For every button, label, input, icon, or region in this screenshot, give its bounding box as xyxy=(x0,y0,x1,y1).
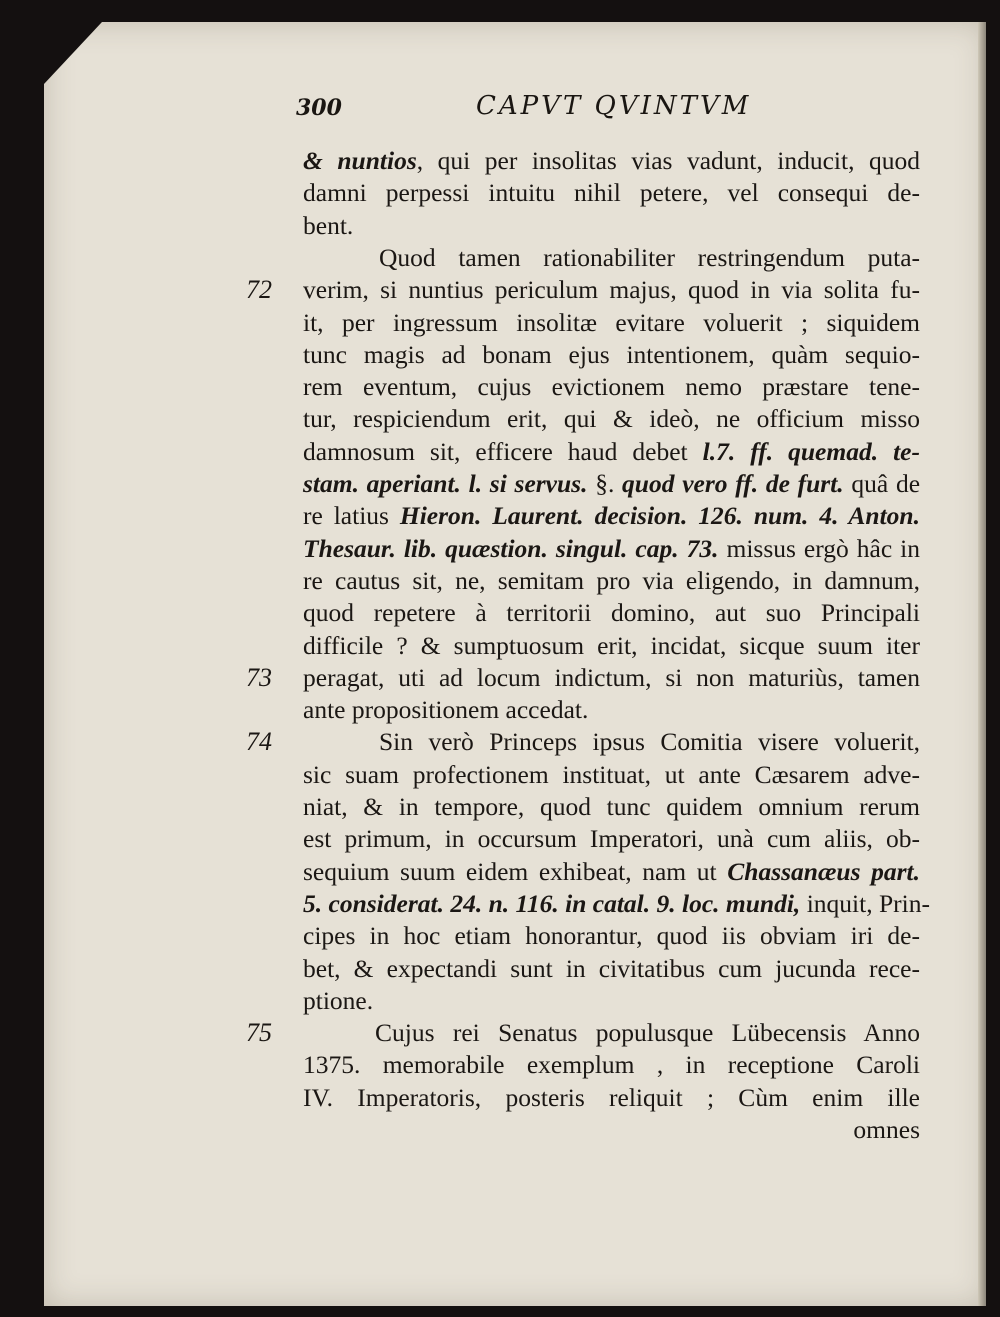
margin-number: 75 xyxy=(246,1018,272,1048)
text-line xyxy=(303,629,920,663)
italic-citation: stam. aperiant. l. si servus. xyxy=(303,469,596,498)
text-segment: damni perpessi intuitu nihil petere, vel consequi de- xyxy=(303,178,920,208)
text-segment: sequium suum eidem exhibeat, nam ut xyxy=(303,856,728,886)
text-segment: , qui per insolitas vias vadunt, inducit, quod xyxy=(416,146,920,175)
italic-citation: Thesaur. lib. quæstion. singul. cap. 73. xyxy=(303,533,719,563)
text-segment: inquit, Prin- xyxy=(800,888,930,918)
text-segment: rem eventum, cujus evictionem nemo præstare tene- xyxy=(303,372,920,402)
text-line xyxy=(303,467,920,501)
text-line xyxy=(303,855,920,889)
text-line xyxy=(379,241,920,275)
text-segment: damnosum sit, efficere haud debet xyxy=(303,436,703,466)
text-segment: niat, & in tempore, quod tunc quidem omnium rerum xyxy=(303,792,920,821)
italic-citation: Hieron. Laurent. decision. 126. num. 4. Anton. xyxy=(399,501,920,531)
text-line xyxy=(303,887,930,921)
margin-number: 74 xyxy=(246,727,272,757)
text-line xyxy=(303,790,920,824)
text-segment: it, per ingressum insolitæ evitare voluerit ; siquidem xyxy=(303,307,920,337)
text-segment: ptione. xyxy=(303,985,374,1015)
text-segment: missus ergò hâc in xyxy=(718,533,920,563)
text-segment: IV. Imperatoris, posteris reliquit ; Cùm enim ille xyxy=(303,1082,920,1112)
text-line xyxy=(303,919,920,953)
text-line xyxy=(303,596,920,630)
italic-citation: & nuntios xyxy=(303,146,417,175)
italic-citation: l.7. ff. quemad. te- xyxy=(702,436,920,466)
page-number: 300 xyxy=(296,95,342,121)
text-segment: re cautus sit, ne, semitam pro via eligendo, in damnum, xyxy=(303,565,920,595)
text-line xyxy=(303,435,920,469)
text-line xyxy=(303,1081,920,1115)
text-line xyxy=(303,499,920,533)
text-line xyxy=(303,273,920,307)
text-line xyxy=(303,984,920,1018)
text-line xyxy=(303,822,920,856)
text-segment: sic suam profectionem instituat, ut ante Cæsarem adve- xyxy=(303,759,920,789)
page-header xyxy=(296,91,776,131)
text-segment: re latius xyxy=(303,501,400,531)
text-segment: quâ de xyxy=(843,469,921,498)
text-line xyxy=(303,661,920,695)
text-segment: omnes xyxy=(853,1115,920,1144)
text-line xyxy=(303,758,920,792)
text-segment: Sin verò Princeps ipsus Comitia visere voluerit, xyxy=(379,727,920,757)
text-segment: verim, si nuntius periculum majus, quod in via solita fu- xyxy=(303,275,920,305)
text-segment: quod repetere à territorii domino, aut suo Principali xyxy=(303,598,920,628)
text-line xyxy=(303,306,920,340)
text-line xyxy=(303,952,920,986)
text-line xyxy=(303,1113,920,1147)
text-segment: peragat, uti ad locum indictum, si non maturiùs, tamen xyxy=(303,662,920,692)
text-segment: ante propositionem accedat. xyxy=(303,695,589,725)
text-segment: Quod tamen rationabiliter restringendum puta- xyxy=(379,242,920,272)
margin-number: 73 xyxy=(246,662,272,692)
text-segment: difficile ? & sumptuosum erit, incidat, sicque suum iter xyxy=(303,630,920,660)
text-line xyxy=(303,338,920,372)
text-segment: bet, & expectandi sunt in civitatibus cum jucunda rece- xyxy=(303,953,920,983)
text-line xyxy=(303,1048,920,1082)
italic-citation: Chassanæus part. xyxy=(727,856,921,886)
text-line xyxy=(303,209,920,243)
text-segment: §. xyxy=(595,469,623,498)
text-line xyxy=(303,144,920,178)
text-line xyxy=(303,370,920,404)
text-segment: tunc magis ad bonam ejus intentionem, quàm sequio- xyxy=(303,339,920,369)
italic-citation: 5. considerat. 24. n. 116. in catal. 9. loc. mundi, xyxy=(303,888,801,918)
text-line xyxy=(303,693,920,727)
margin-number: 72 xyxy=(246,275,272,305)
text-line xyxy=(303,402,920,436)
text-segment: bent. xyxy=(303,210,354,240)
text-line xyxy=(303,564,920,598)
text-line xyxy=(303,176,920,210)
running-title: CAPVT QVINTVM xyxy=(476,91,752,121)
text-segment: tur, respiciendum erit, qui & ideò, ne officium misso xyxy=(303,404,920,434)
text-line xyxy=(375,1016,920,1050)
text-line xyxy=(303,532,920,566)
italic-citation: quod vero ff. de furt. xyxy=(622,469,844,498)
text-segment: Cujus rei Senatus populusque Lübecensis Anno xyxy=(375,1018,920,1048)
text-segment: cipes in hoc etiam honorantur, quod iis obviam iri de- xyxy=(303,921,920,951)
text-line xyxy=(379,725,920,759)
text-segment: est primum, in occursum Imperatori, unà cum aliis, ob- xyxy=(303,824,920,854)
text-segment: 1375. memorabile exemplum , in receptione Caroli xyxy=(303,1050,920,1080)
page-edge xyxy=(978,22,986,1306)
